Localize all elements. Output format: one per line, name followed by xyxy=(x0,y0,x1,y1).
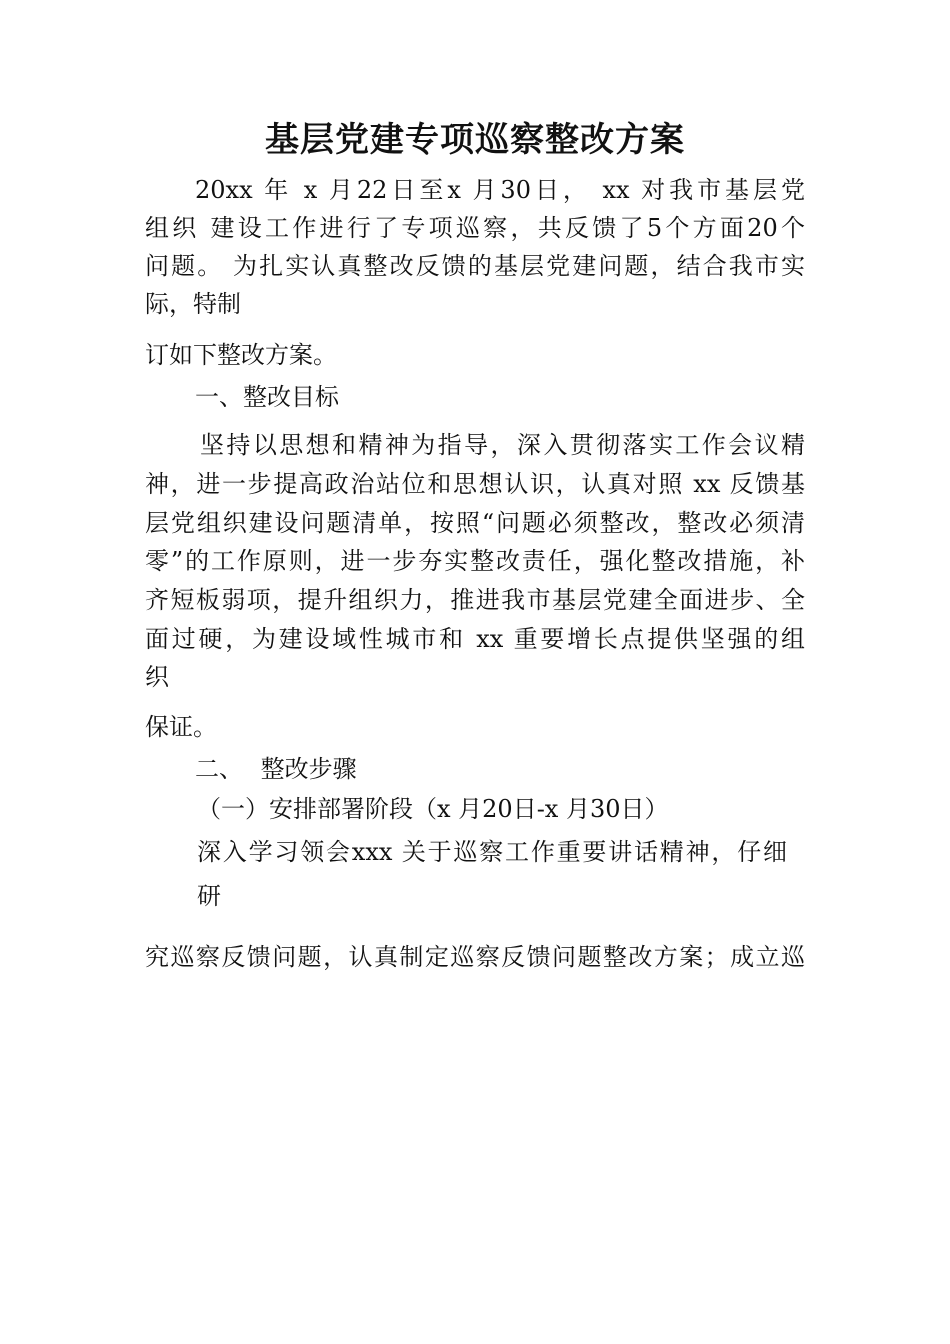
document-title: 基层党建专项巡察整改方案 xyxy=(265,120,685,160)
paragraph-line: 齐短板弱项，提升组织力，推进我市基层党建全面进步、全 xyxy=(145,586,805,614)
paragraph-line: 坚持以思想和精神为指导，深入贯彻落实工作会议精 xyxy=(200,431,805,459)
section-heading: 一、整改目标 xyxy=(195,383,339,411)
paragraph-line: 零”的工作原则，进一步夯实整改责任，强化整改措施，补 xyxy=(145,547,805,575)
subsection-heading: （一）安排部署阶段（x 月20日-x 月30日） xyxy=(197,795,669,823)
paragraph-line: 组织 建设工作进行了专项巡察，共反馈了5个方面20个 xyxy=(145,214,805,242)
section-heading: 二、 整改步骤 xyxy=(195,755,357,783)
paragraph-line: 层党组织建设问题清单，按照“问题必须整改，整改必须清 xyxy=(145,509,805,537)
paragraph-line: 研 xyxy=(197,882,221,910)
paragraph-line: 保证。 xyxy=(145,713,217,741)
paragraph-line: 20xx 年 x 月22日至x 月30日， xx 对我市基层党 xyxy=(195,176,805,204)
paragraph-line: 织 xyxy=(145,663,169,691)
paragraph-line: 际，特制 xyxy=(145,290,241,318)
paragraph-line: 面过硬，为建设域性城市和 xx 重要增长点提供坚强的组 xyxy=(145,625,805,653)
paragraph-line: 究巡察反馈问题，认真制定巡察反馈问题整改方案；成立巡 xyxy=(145,943,805,971)
paragraph-line: 神，进一步提高政治站位和思想认识，认真对照 xx 反馈基 xyxy=(145,470,805,498)
paragraph-line: 深入学习领会xxx 关于巡察工作重要讲话精神，仔细 xyxy=(197,838,787,866)
paragraph-line: 问题。 为扎实认真整改反馈的基层党建问题，结合我市实 xyxy=(145,252,805,280)
paragraph-line: 订如下整改方案。 xyxy=(145,341,337,369)
